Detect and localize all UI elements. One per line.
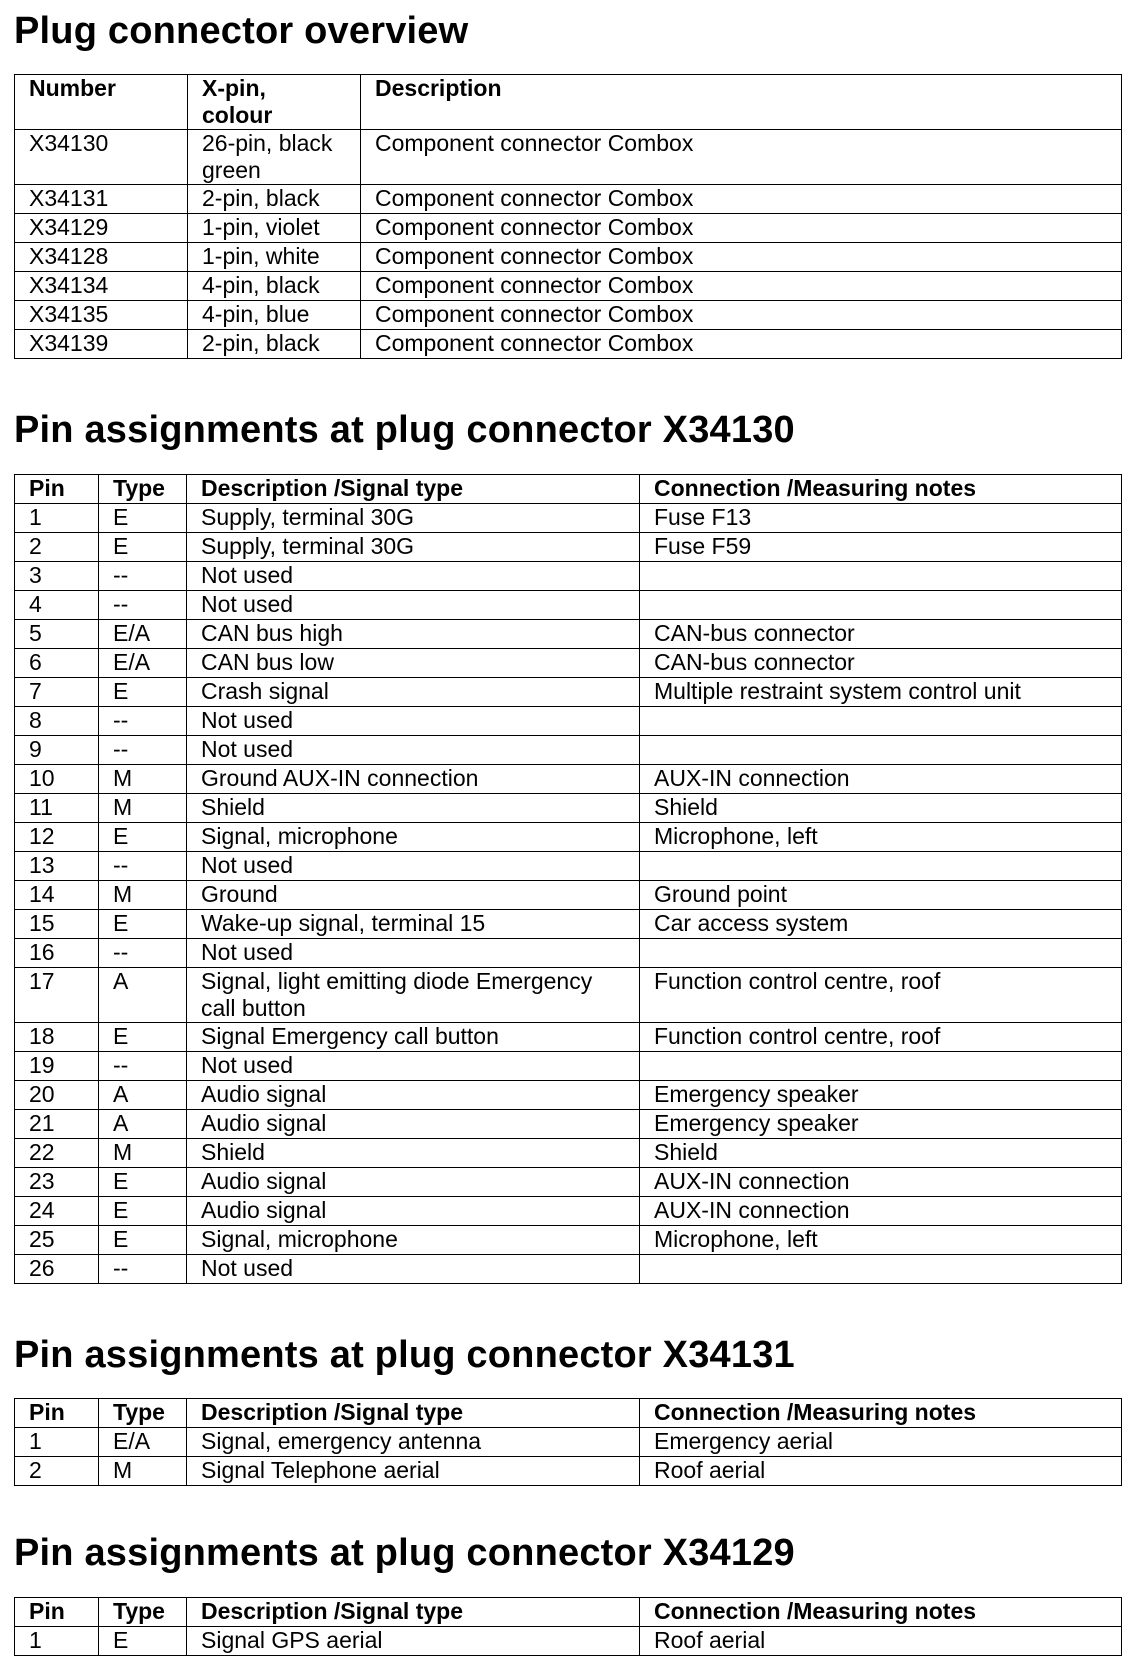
- connection-notes-cell: [640, 852, 1122, 881]
- table-row: [15, 823, 1122, 852]
- pin-cell: 22: [15, 1139, 99, 1168]
- pin-cell: 12: [15, 823, 99, 852]
- connection-notes-cell: Microphone, left: [640, 1226, 1122, 1255]
- description-cell: Component connector Combox: [361, 301, 1122, 330]
- table-row: [15, 649, 1122, 678]
- table-row: [15, 243, 1122, 272]
- type-cell: E: [99, 1023, 187, 1052]
- type-cell: M: [99, 794, 187, 823]
- pin-cell: 13: [15, 852, 99, 881]
- type-cell: E: [99, 1627, 187, 1656]
- table-row: [15, 1226, 1122, 1255]
- x34131-heading: Pin assignments at plug connector X34131: [14, 1334, 795, 1376]
- signal-description-cell: Audio signal: [187, 1110, 640, 1139]
- pin-cell: 9: [15, 736, 99, 765]
- table-row: [15, 1627, 1122, 1656]
- header-row: [15, 1399, 1122, 1428]
- xpin-colour-cell: 4-pin, black: [188, 272, 361, 301]
- number-cell: X34131: [15, 185, 188, 214]
- type-cell: --: [99, 852, 187, 881]
- signal-description-cell: Ground AUX-IN connection: [187, 765, 640, 794]
- col-header-connection: Connection /Measuring notes: [640, 475, 1122, 504]
- pin-cell: 20: [15, 1081, 99, 1110]
- connection-notes-cell: AUX-IN connection: [640, 1197, 1122, 1226]
- signal-description-cell: Signal GPS aerial: [187, 1627, 640, 1656]
- table-row: [15, 1110, 1122, 1139]
- connection-notes-cell: Roof aerial: [640, 1457, 1122, 1486]
- signal-description-cell: Signal Telephone aerial: [187, 1457, 640, 1486]
- col-header-pin: Pin: [15, 1598, 99, 1627]
- col-header-connection: Connection /Measuring notes: [640, 1399, 1122, 1428]
- table-row: [15, 591, 1122, 620]
- header-row: [15, 75, 1122, 130]
- type-cell: --: [99, 591, 187, 620]
- signal-description-cell: Not used: [187, 852, 640, 881]
- number-cell: X34130: [15, 130, 188, 185]
- table-row: [15, 301, 1122, 330]
- signal-description-cell: Not used: [187, 591, 640, 620]
- connection-notes-cell: Multiple restraint system control unit: [640, 678, 1122, 707]
- type-cell: --: [99, 736, 187, 765]
- pin-cell: 16: [15, 939, 99, 968]
- table-row: [15, 1255, 1122, 1284]
- pin-cell: 21: [15, 1110, 99, 1139]
- signal-description-cell: Audio signal: [187, 1081, 640, 1110]
- header-row: [15, 475, 1122, 504]
- connection-notes-cell: Fuse F59: [640, 533, 1122, 562]
- pin-cell: 15: [15, 910, 99, 939]
- number-cell: X34135: [15, 301, 188, 330]
- signal-description-cell: Signal, microphone: [187, 1226, 640, 1255]
- type-cell: M: [99, 881, 187, 910]
- connection-notes-cell: Emergency aerial: [640, 1428, 1122, 1457]
- col-header-xpin-colour: X-pin, colour: [188, 75, 361, 130]
- table-row: [15, 562, 1122, 591]
- table-row: [15, 939, 1122, 968]
- connection-notes-cell: AUX-IN connection: [640, 765, 1122, 794]
- connection-notes-cell: Fuse F13: [640, 504, 1122, 533]
- table-row: [15, 736, 1122, 765]
- col-header-type: Type: [99, 1399, 187, 1428]
- table-row: [15, 214, 1122, 243]
- pin-cell: 10: [15, 765, 99, 794]
- table-row: [15, 968, 1122, 1023]
- pin-cell: 18: [15, 1023, 99, 1052]
- table-row: [15, 765, 1122, 794]
- connection-notes-cell: [640, 939, 1122, 968]
- type-cell: E/A: [99, 649, 187, 678]
- signal-description-cell: Supply, terminal 30G: [187, 504, 640, 533]
- col-header-connection: Connection /Measuring notes: [640, 1598, 1122, 1627]
- signal-description-cell: Signal, microphone: [187, 823, 640, 852]
- signal-description-cell: CAN bus low: [187, 649, 640, 678]
- table-row: [15, 620, 1122, 649]
- type-cell: E: [99, 1226, 187, 1255]
- type-cell: E: [99, 1168, 187, 1197]
- pin-cell: 1: [15, 1428, 99, 1457]
- signal-description-cell: Signal Emergency call button: [187, 1023, 640, 1052]
- pin-cell: 19: [15, 1052, 99, 1081]
- type-cell: A: [99, 968, 187, 1023]
- x34131-rows: [15, 1428, 1122, 1486]
- signal-description-cell: Ground: [187, 881, 640, 910]
- col-header-description: Description /Signal type: [187, 1598, 640, 1627]
- pin-cell: 1: [15, 504, 99, 533]
- description-cell: Component connector Combox: [361, 130, 1122, 185]
- type-cell: E/A: [99, 1428, 187, 1457]
- type-cell: M: [99, 1139, 187, 1168]
- signal-description-cell: Not used: [187, 562, 640, 591]
- connection-notes-cell: Emergency speaker: [640, 1081, 1122, 1110]
- pin-cell: 7: [15, 678, 99, 707]
- table-row: [15, 852, 1122, 881]
- pin-cell: 2: [15, 1457, 99, 1486]
- connection-notes-cell: CAN-bus connector: [640, 649, 1122, 678]
- table-row: [15, 130, 1122, 185]
- type-cell: E: [99, 533, 187, 562]
- pin-cell: 2: [15, 533, 99, 562]
- xpin-colour-cell: 2-pin, black: [188, 185, 361, 214]
- number-cell: X34134: [15, 272, 188, 301]
- x34129-pin-table: [14, 1597, 1122, 1656]
- pin-cell: 1: [15, 1627, 99, 1656]
- connection-notes-cell: Emergency speaker: [640, 1110, 1122, 1139]
- table-row: [15, 1052, 1122, 1081]
- table-row: [15, 533, 1122, 562]
- type-cell: --: [99, 562, 187, 591]
- table-row: [15, 1428, 1122, 1457]
- pin-cell: 24: [15, 1197, 99, 1226]
- table-row: [15, 881, 1122, 910]
- connection-notes-cell: Car access system: [640, 910, 1122, 939]
- signal-description-cell: Audio signal: [187, 1168, 640, 1197]
- header-row: [15, 1598, 1122, 1627]
- signal-description-cell: Not used: [187, 1255, 640, 1284]
- signal-description-cell: Wake-up signal, terminal 15: [187, 910, 640, 939]
- type-cell: E: [99, 678, 187, 707]
- description-cell: Component connector Combox: [361, 185, 1122, 214]
- signal-description-cell: Signal, light emitting diode Emergency call button: [187, 968, 640, 1023]
- x34131-pin-table: [14, 1398, 1122, 1486]
- col-header-description: Description /Signal type: [187, 475, 640, 504]
- signal-description-cell: Audio signal: [187, 1197, 640, 1226]
- signal-description-cell: Crash signal: [187, 678, 640, 707]
- type-cell: --: [99, 939, 187, 968]
- table-row: [15, 794, 1122, 823]
- connection-notes-cell: Function control centre, roof: [640, 968, 1122, 1023]
- connection-notes-cell: [640, 1052, 1122, 1081]
- pin-cell: 3: [15, 562, 99, 591]
- signal-description-cell: Supply, terminal 30G: [187, 533, 640, 562]
- number-cell: X34139: [15, 330, 188, 359]
- type-cell: --: [99, 707, 187, 736]
- type-cell: M: [99, 1457, 187, 1486]
- pin-cell: 26: [15, 1255, 99, 1284]
- col-header-pin: Pin: [15, 1399, 99, 1428]
- connection-notes-cell: Shield: [640, 1139, 1122, 1168]
- pin-cell: 17: [15, 968, 99, 1023]
- connection-notes-cell: [640, 562, 1122, 591]
- table-row: [15, 504, 1122, 533]
- col-header-type: Type: [99, 475, 187, 504]
- table-row: [15, 1081, 1122, 1110]
- number-cell: X34129: [15, 214, 188, 243]
- type-cell: E: [99, 910, 187, 939]
- connection-notes-cell: Roof aerial: [640, 1627, 1122, 1656]
- overview-heading: Plug connector overview: [14, 10, 469, 52]
- signal-description-cell: Not used: [187, 1052, 640, 1081]
- type-cell: E: [99, 504, 187, 533]
- type-cell: A: [99, 1110, 187, 1139]
- signal-description-cell: Not used: [187, 939, 640, 968]
- description-cell: Component connector Combox: [361, 214, 1122, 243]
- table-row: [15, 1457, 1122, 1486]
- xpin-colour-cell: 1-pin, violet: [188, 214, 361, 243]
- pin-cell: 25: [15, 1226, 99, 1255]
- signal-description-cell: Not used: [187, 736, 640, 765]
- col-header-number: Number: [15, 75, 188, 130]
- col-header-pin: Pin: [15, 475, 99, 504]
- x34129-heading: Pin assignments at plug connector X34129: [14, 1532, 795, 1574]
- pin-cell: 4: [15, 591, 99, 620]
- col-header-description: Description: [361, 75, 1122, 130]
- x34130-heading: Pin assignments at plug connector X34130: [14, 409, 795, 451]
- xpin-colour-cell: 1-pin, white: [188, 243, 361, 272]
- signal-description-cell: Signal, emergency antenna: [187, 1428, 640, 1457]
- table-row: [15, 185, 1122, 214]
- description-cell: Component connector Combox: [361, 330, 1122, 359]
- col-header-type: Type: [99, 1598, 187, 1627]
- description-cell: Component connector Combox: [361, 243, 1122, 272]
- type-cell: A: [99, 1081, 187, 1110]
- table-row: [15, 1023, 1122, 1052]
- table-row: [15, 1197, 1122, 1226]
- pin-cell: 14: [15, 881, 99, 910]
- signal-description-cell: Not used: [187, 707, 640, 736]
- type-cell: --: [99, 1255, 187, 1284]
- type-cell: E/A: [99, 620, 187, 649]
- signal-description-cell: CAN bus high: [187, 620, 640, 649]
- x34129-rows: [15, 1627, 1122, 1656]
- x34130-pin-table: [14, 474, 1122, 1284]
- connection-notes-cell: Ground point: [640, 881, 1122, 910]
- type-cell: M: [99, 765, 187, 794]
- pin-cell: 8: [15, 707, 99, 736]
- xpin-colour-cell: 26-pin, black green: [188, 130, 361, 185]
- connection-notes-cell: CAN-bus connector: [640, 620, 1122, 649]
- table-row: [15, 1168, 1122, 1197]
- connection-notes-cell: Function control centre, roof: [640, 1023, 1122, 1052]
- type-cell: E: [99, 823, 187, 852]
- connection-notes-cell: AUX-IN connection: [640, 1168, 1122, 1197]
- col-header-description: Description /Signal type: [187, 1399, 640, 1428]
- description-cell: Component connector Combox: [361, 272, 1122, 301]
- type-cell: --: [99, 1052, 187, 1081]
- table-row: [15, 330, 1122, 359]
- table-row: [15, 272, 1122, 301]
- connection-notes-cell: [640, 591, 1122, 620]
- xpin-colour-cell: 2-pin, black: [188, 330, 361, 359]
- connection-notes-cell: Microphone, left: [640, 823, 1122, 852]
- connection-notes-cell: Shield: [640, 794, 1122, 823]
- pin-cell: 23: [15, 1168, 99, 1197]
- xpin-colour-cell: 4-pin, blue: [188, 301, 361, 330]
- number-cell: X34128: [15, 243, 188, 272]
- connection-notes-cell: [640, 736, 1122, 765]
- pin-cell: 11: [15, 794, 99, 823]
- signal-description-cell: Shield: [187, 794, 640, 823]
- table-row: [15, 678, 1122, 707]
- x34130-rows: [15, 504, 1122, 1284]
- overview-table: [14, 74, 1122, 359]
- signal-description-cell: Shield: [187, 1139, 640, 1168]
- overview-rows: [15, 130, 1122, 359]
- table-row: [15, 707, 1122, 736]
- type-cell: E: [99, 1197, 187, 1226]
- pin-cell: 6: [15, 649, 99, 678]
- connection-notes-cell: [640, 707, 1122, 736]
- connection-notes-cell: [640, 1255, 1122, 1284]
- table-row: [15, 1139, 1122, 1168]
- table-row: [15, 910, 1122, 939]
- pin-cell: 5: [15, 620, 99, 649]
